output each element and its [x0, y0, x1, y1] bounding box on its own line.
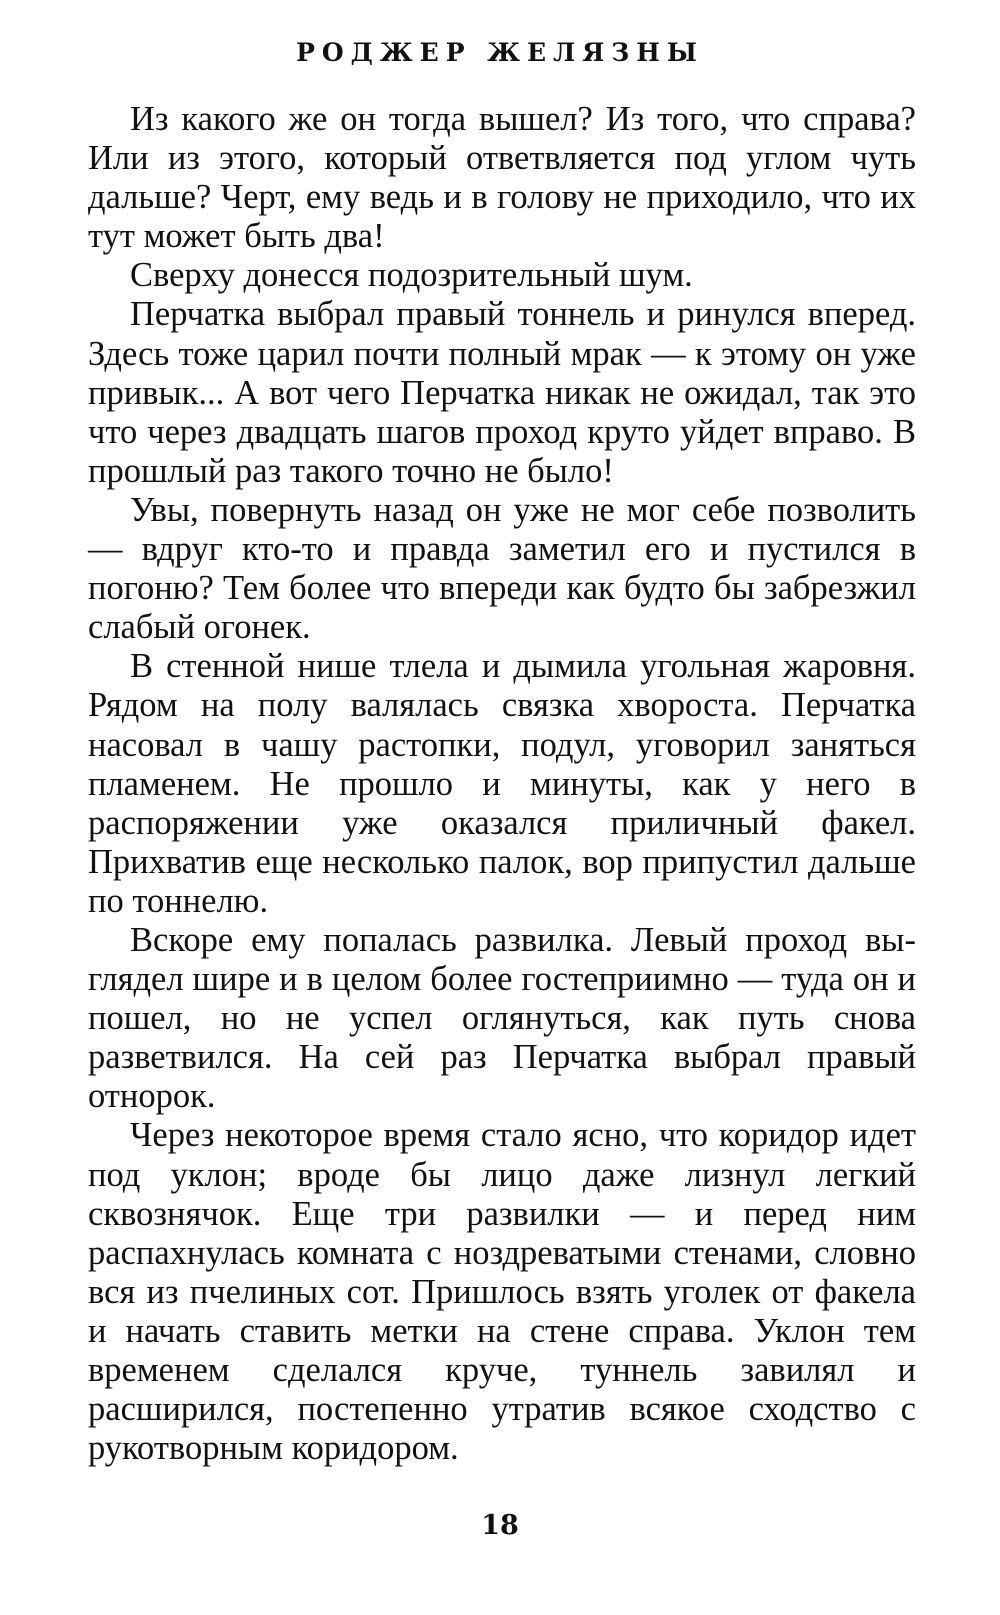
paragraph-5: В стенной нише тлела и дымила угольная жаровня. Рядом на полу валялась связка хвороста. Перчатка насовал в чашу растопки, подул, уговорил заняться пламенем. Не прошло и минуты, как у него в распоряжении уже оказался приличный факел. Прихватив еще несколько палок, вор припустил дальше по тоннелю.	[88, 647, 916, 920]
text-block	[88, 100, 916, 1468]
paragraph-1: Из какого же он тогда вышел? Из того, что справа? Или из этого, который ответвляется под углом чуть дальше? Черт, ему ведь и в голову не приходило, что их тут может быть два!	[88, 100, 916, 256]
running-head: РОДЖЕР ЖЕЛЯЗНЫ	[296, 38, 704, 67]
paragraph-7: Через некоторое время стало ясно, что коридор идет под уклон; вроде бы лицо даже лизнул легкий сквознячок. Еще три развилки — и перед ним распахнулась комната с ноздреватыми стенами, словно вся из пчелиных сот. Пришлось взять уголек от факела и начать ставить метки на стене справа. Уклон тем временем сделался круче, туннель завилял и расширился, постепенно утратив всякое сходство с рукотворным коридором.	[88, 1116, 916, 1468]
paragraph-6: Вскоре ему попалась развилка. Левый проход выглядел шире и в целом более гостеприимно — туда он и пошел, но не успел оглянуться, как путь снова разветвился. На сей раз Перчатка выбрал правый отнорок.	[88, 920, 916, 1116]
paragraph-4: Увы, повернуть назад он уже не мог себе позволить — вдруг кто-то и правда заметил его и пустился в погоню? Тем более что впереди как будто бы забрезжил слабый огонек.	[88, 490, 916, 647]
page-number: 18	[481, 1510, 519, 1541]
paragraph-3: Перчатка выбрал правый тоннель и ринулся вперед. Здесь тоже царил почти полный мрак — к этому он уже привык... А вот чего Перчатка никак не ожидал, так это что через двадцать шагов проход круто уйдет вправо. В прошлый раз такого точно не было!	[88, 295, 916, 490]
paragraph-2: Сверху донесся подозрительный шум.	[130, 256, 693, 295]
